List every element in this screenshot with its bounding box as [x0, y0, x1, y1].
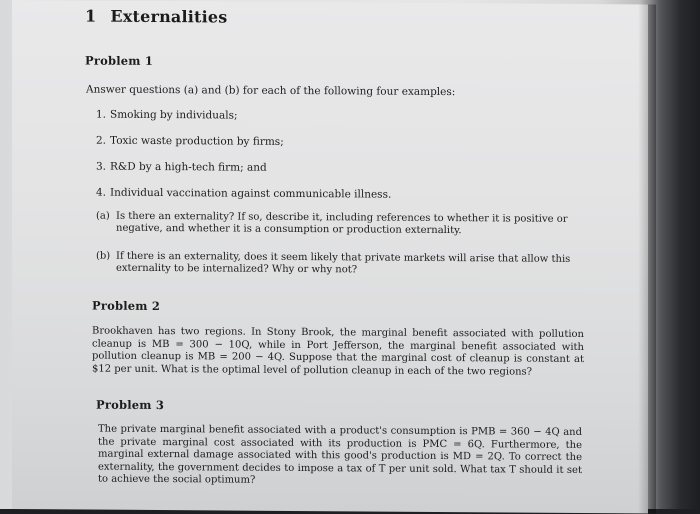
- list-item-text: Individual vaccination against communicable illness.: [110, 186, 392, 201]
- question-a: [96, 211, 586, 238]
- problem-2-text: Brookhaven has two regions. In Stony Brook, the marginal benefit associated with pollution cleanup is MB = 300 − 10Q, while in Port Jefferson, the marginal benefit associated with pollution cleanup is MB = 200 − 4Q. Suppose that the marginal cost of cleanup is constant at $12 per unit. What is the optimal level of pollution cleanup in each of the two regions?: [92, 325, 584, 378]
- section-number: 1: [85, 6, 97, 26]
- examples-list: [96, 109, 391, 215]
- question-a-label: (a): [96, 210, 110, 222]
- document-page: [12, 0, 648, 513]
- section-title: [85, 7, 228, 27]
- list-item: [96, 109, 391, 137]
- problem-3-heading: Problem 3: [96, 397, 165, 413]
- problem-1-heading: Problem 1: [85, 53, 154, 68]
- list-item-text: R&D by a high-tech firm; and: [110, 160, 267, 174]
- list-item-number: 3.: [96, 160, 107, 173]
- list-item-text: Smoking by individuals;: [110, 108, 238, 122]
- list-item-number: 1.: [96, 108, 107, 121]
- list-item: [96, 135, 391, 163]
- question-a-text: Is there an externality? If so, describe it, including references to whether it is positive or negative, and whether it is a consumption or production externality.: [116, 210, 568, 237]
- list-item-number: 2.: [96, 134, 107, 147]
- list-item: [96, 161, 391, 189]
- problem-3-text: The private marginal benefit associated with a product's consumption is PMB = 360 − 4Q and the private marginal cost associated with its production is PMC = 6Q. Furthermore, the marginal external damage associated with this good's production is MD = 2Q. To correct the externality, the government decides to impose a tax of T per unit sold. What tax T should it set to achieve the social optimum?: [98, 423, 582, 486]
- question-b-text: If there is an externality, does it seem likely that private markets will arise that allow this externality to be internalized? Why or why not?: [116, 250, 571, 276]
- question-b-label: (b): [96, 250, 111, 262]
- question-b: [96, 251, 586, 278]
- list-item-number: 4.: [96, 186, 107, 199]
- problem-2-heading: Problem 2: [92, 298, 161, 314]
- section-title-text: Externalities: [110, 6, 228, 27]
- list-item-text: Toxic waste production by firms;: [110, 134, 284, 148]
- problem-1-intro: Answer questions (a) and (b) for each of the following four examples:: [86, 83, 456, 99]
